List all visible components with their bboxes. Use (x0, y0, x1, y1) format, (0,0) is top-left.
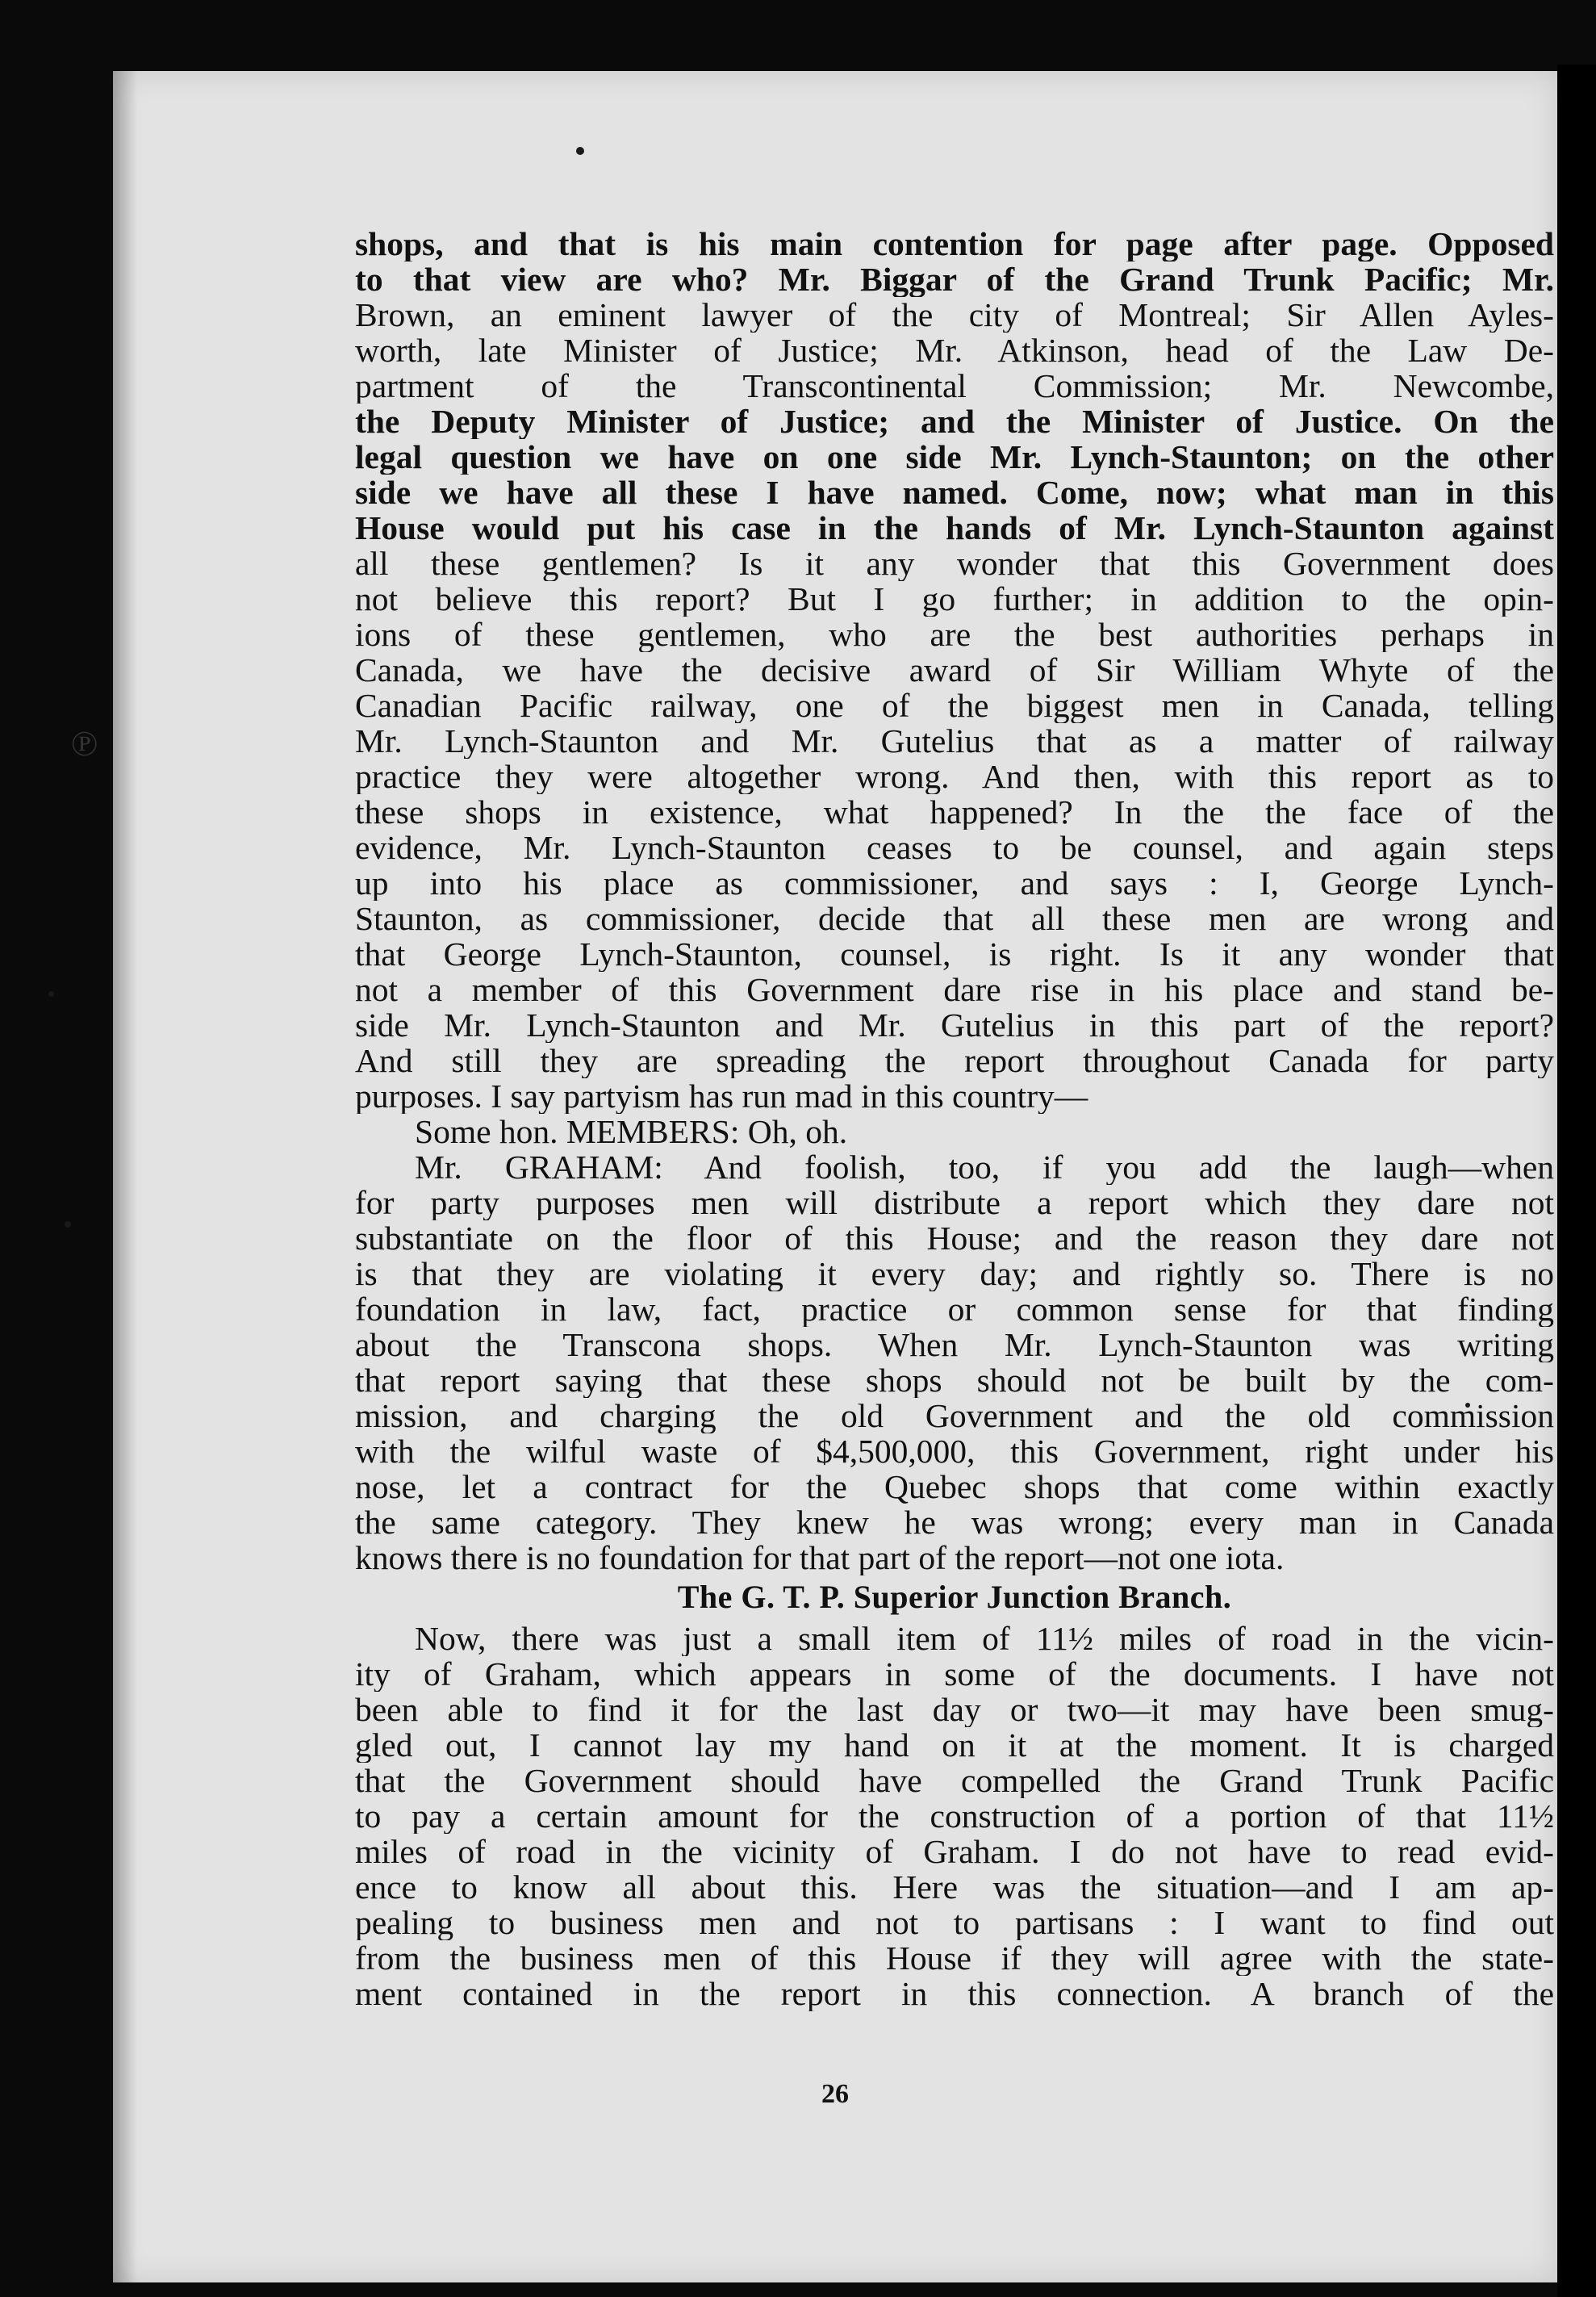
text-line: Canada, we have the decisive award of Sir William Whyte of the (355, 652, 1554, 688)
text-line: nose, let a contract for the Quebec shops that come within exactly (355, 1469, 1554, 1504)
text-line: all these gentlemen? Is it any wonder that this Government does (355, 546, 1554, 581)
text-line: substantiate on the floor of this House; and the reason they dare not (355, 1220, 1554, 1256)
speck (65, 1221, 71, 1228)
text-line: that George Lynch-Staunton, counsel, is right. Is it any wonder that (355, 936, 1554, 972)
text-line: ence to know all about this. Here was the situation—and I am ap- (355, 1869, 1554, 1905)
text-line: ity of Graham, which appears in some of the documents. I have not (355, 1656, 1554, 1692)
text-line: legal question we have on one side Mr. Lynch-Staunton; on the other (355, 439, 1554, 475)
text-line: ment contained in the report in this connection. A branch of the (355, 1976, 1554, 2011)
text-line: up into his place as commissioner, and says : I, George Lynch- (355, 865, 1554, 901)
text-line: with the wilful waste of $4,500,000, this Government, right under his (355, 1433, 1554, 1469)
text-line: House would put his case in the hands of Mr. Lynch-Staunton against (355, 510, 1554, 546)
text-line: purposes. I say partyism has run mad in this country— (355, 1078, 1088, 1114)
text-line: gled out, I cannot lay my hand on it at the moment. It is charged (355, 1727, 1554, 1763)
page-shadow (113, 71, 137, 2282)
text-line: partment of the Transcontinental Commission; Mr. Newcombe, (355, 368, 1554, 404)
text-line: the same category. They knew he was wrong; every man in Canada (355, 1504, 1554, 1540)
text-line: Some hon. MEMBERS: Oh, oh. (415, 1114, 848, 1149)
text-line: And still they are spreading the report throughout Canada for party (355, 1043, 1554, 1078)
text-line: not believe this report? But I go further; in addition to the opin- (355, 581, 1554, 617)
body-text (355, 226, 1554, 2011)
text-line: been able to find it for the last day or two—it may have been smug- (355, 1692, 1554, 1727)
text-line: foundation in law, fact, practice or common sense for that finding (355, 1291, 1554, 1327)
text-line: Canadian Pacific railway, one of the biggest men in Canada, telling (355, 688, 1554, 723)
text-line: Staunton, as commissioner, decide that all these men are wrong and (355, 901, 1554, 936)
text-line: knows there is no foundation for that part of the report—not one iota. (355, 1540, 1285, 1575)
text-line: the Deputy Minister of Justice; and the Minister of Justice. On the (355, 404, 1554, 439)
text-line: about the Transcona shops. When Mr. Lynch-Staunton was writing (355, 1327, 1554, 1362)
text-line: that report saying that these shops should not be built by the com- (355, 1362, 1554, 1398)
text-line: to pay a certain amount for the construction of a portion of that 11½ (355, 1798, 1554, 1834)
section-heading: The G. T. P. Superior Junction Branch. (677, 1579, 1232, 1615)
text-line: Brown, an eminent lawyer of the city of Montreal; Sir Allen Ayles- (355, 297, 1554, 333)
scan-border (1557, 65, 1596, 2297)
text-line: side Mr. Lynch-Staunton and Mr. Gutelius in this part of the report? (355, 1007, 1554, 1043)
text-line: is that they are violating it every day; and rightly so. There is no (355, 1256, 1554, 1291)
text-line: to that view are who? Mr. Biggar of the Grand Trunk Pacific; Mr. (355, 261, 1554, 297)
text-line: for party purposes men will distribute a report which they dare not (355, 1185, 1554, 1220)
margin-mark: ℗ (71, 724, 98, 764)
text-line: pealing to business men and not to partisans : I want to find out (355, 1905, 1554, 1940)
text-line: worth, late Minister of Justice; Mr. Atkinson, head of the Law De- (355, 333, 1554, 368)
text-line: ions of these gentlemen, who are the best authorities perhaps in (355, 617, 1554, 652)
text-line: Mr. GRAHAM: And foolish, too, if you add the laugh—when (415, 1149, 1554, 1185)
page-number: 26 (821, 2079, 849, 2109)
text-line: Mr. Lynch-Staunton and Mr. Gutelius that as a matter of railway (355, 723, 1554, 759)
text-line: Now, there was just a small item of 11½ miles of road in the vicin- (415, 1621, 1554, 1656)
text-line: these shops in existence, what happened? In the the face of the (355, 794, 1554, 830)
scanned-page (71, 71, 1557, 2282)
text-line: shops, and that is his main contention for page after page. Opposed (355, 226, 1554, 261)
text-line: mission, and charging the old Government and the old commission (355, 1398, 1554, 1433)
text-line: miles of road in the vicinity of Graham. I do not have to read evid- (355, 1834, 1554, 1869)
text-line: evidence, Mr. Lynch-Staunton ceases to be counsel, and again steps (355, 830, 1554, 865)
text-line: not a member of this Government dare rise in his place and stand be- (355, 972, 1554, 1007)
text-line: side we have all these I have named. Come, now; what man in this (355, 475, 1554, 510)
speck (576, 147, 584, 155)
text-line: from the business men of this House if they will agree with the state- (355, 1940, 1554, 1976)
text-line: that the Government should have compelled the Grand Trunk Pacific (355, 1763, 1554, 1798)
speck (48, 991, 54, 997)
text-line: practice they were altogether wrong. And then, with this report as to (355, 759, 1554, 794)
